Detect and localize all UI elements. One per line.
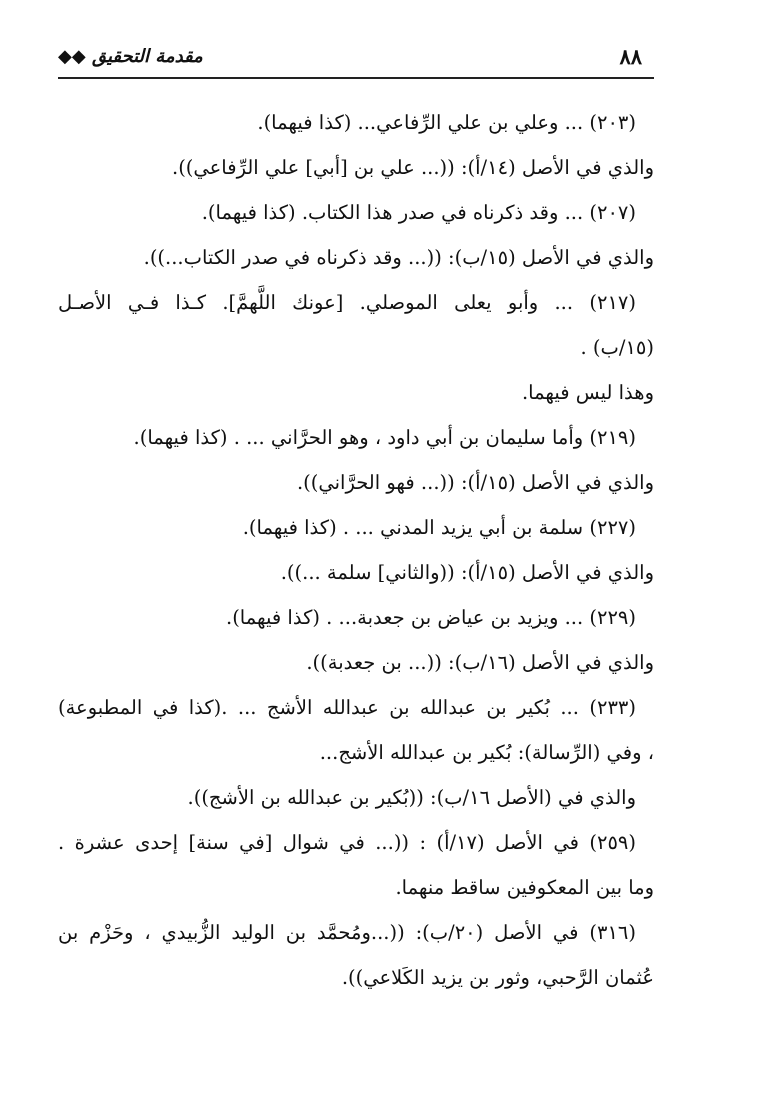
page-header [58,44,658,74]
running-title: مقدمة التحقيق ◆◆ [58,46,203,67]
text-line: (٢٢٧) سلمة بن أبي يزيد المدني ... . (كذا فيهما). [242,516,636,539]
text-line: (٢٥٩) في الأصل (١٧/أ) : ((... في شوال [في سنة] إحدى عشرة . [58,831,637,854]
text-line: عُثمان الرَّحبي، وثور بن يزيد الكَلاعي)). [341,966,654,989]
text-line: (٢١٩) وأما سليمان بن أبي داود ، وهو الحرَّاني ... . (كذا فيهما). [133,426,636,449]
text-line: ، وفي (الرِّسالة): بُكير بن عبدالله الأشج... [319,741,654,764]
body-text [58,100,654,1000]
text-line: والذي في الأصل (١٦/ب): ((... بن جعدبة)). [306,651,654,674]
text-line: وما بين المعكوفين ساقط منهما. [395,876,654,899]
text-line: والذي في الأصل (١٥/أ): ((... فهو الحرَّاني)). [296,471,654,494]
text-line: والذي في الأصل (١٤/أ): ((... علي بن [أبي] علي الرِّفاعي)). [172,156,654,179]
text-line: وهذا ليس فيهما. [521,381,654,404]
text-line: (٢٢٩) ... ويزيد بن عياض بن جعدبة... . (كذا فيهما). [226,606,636,629]
text-line: (١٥/ب) . [580,336,654,359]
text-line: والذي في الأصل (١٥/ب): ((... وقد ذكرناه في صدر الكتاب...)). [143,246,654,269]
text-line: (٢٠٧) ... وقد ذكرناه في صدر هذا الكتاب. (كذا فيهما). [201,201,636,224]
header-divider [58,77,654,79]
text-line: والذي في الأصل (١٥/أ): ((والثاني] سلمة ...)). [280,561,654,584]
text-line: (٢٠٣) ... وعلي بن علي الرِّفاعي... (كذا فيهما). [257,111,636,134]
text-line: (٢١٧) ... وأبو يعلى الموصلي. [عونك اللَّهمَّ]. كـذا فـي الأصـل [58,291,636,314]
text-line: والذي في (الأصل ١٦/ب): ((بُكير بن عبدالله بن الأشج)). [187,786,636,809]
text-line: (٣١٦) في الأصل (٢٠/ب): ((...ومُحمَّد بن الوليد الزُّبيدي ، وحَزْم بن [58,921,637,944]
text-line: (٢٣٣) ... بُكير بن عبدالله بن عبدالله الأشج ... .(كذا في المطبوعة) [58,696,636,719]
page-number: ٨٨ [619,44,642,69]
